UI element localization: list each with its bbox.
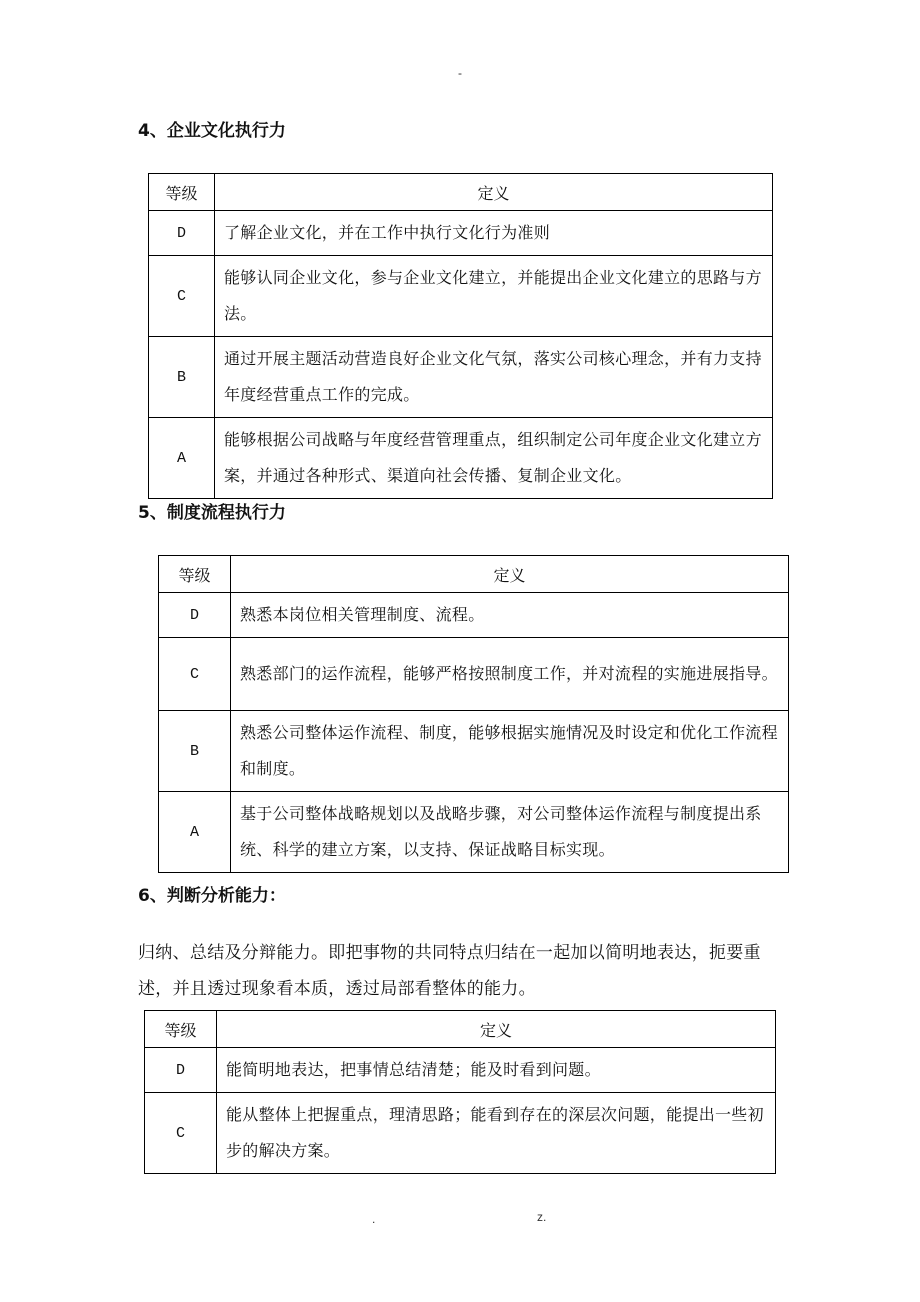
header-definition: 定义 bbox=[215, 174, 773, 211]
definition-cell: 熟悉部门的运作流程，能够严格按照制度工作，并对流程的实施进展指导。 bbox=[231, 638, 789, 711]
header-definition: 定义 bbox=[217, 1011, 776, 1048]
section-title-6: 6、判断分析能力： bbox=[138, 886, 286, 906]
table-row bbox=[149, 256, 773, 337]
section-title-5: 5、制度流程执行力 bbox=[138, 503, 286, 523]
grade-table-5 bbox=[158, 555, 789, 873]
level-cell: B bbox=[159, 711, 231, 792]
table-row bbox=[159, 711, 789, 792]
table-row bbox=[159, 792, 789, 873]
level-cell: A bbox=[149, 418, 215, 499]
level-cell: D bbox=[159, 593, 231, 638]
table-row bbox=[149, 418, 773, 499]
grade-table-4 bbox=[148, 173, 773, 499]
level-cell: C bbox=[145, 1093, 217, 1174]
header-level: 等级 bbox=[149, 174, 215, 211]
header-mark: - bbox=[458, 66, 462, 80]
table-row bbox=[145, 1048, 776, 1093]
definition-cell: 熟悉公司整体运作流程、制度，能够根据实施情况及时设定和优化工作流程和制度。 bbox=[231, 711, 789, 792]
table-row bbox=[145, 1093, 776, 1174]
table-header-row bbox=[149, 174, 773, 211]
table-header-row bbox=[159, 556, 789, 593]
definition-cell: 熟悉本岗位相关管理制度、流程。 bbox=[231, 593, 789, 638]
level-cell: D bbox=[149, 211, 215, 256]
definition-cell: 能简明地表达，把事情总结清楚；能及时看到问题。 bbox=[217, 1048, 776, 1093]
definition-cell: 基于公司整体战略规划以及战略步骤，对公司整体运作流程与制度提出系统、科学的建立方案，以支持、保证战略目标实现。 bbox=[231, 792, 789, 873]
level-cell: A bbox=[159, 792, 231, 873]
header-level: 等级 bbox=[145, 1011, 217, 1048]
table-row bbox=[159, 638, 789, 711]
level-cell: D bbox=[145, 1048, 217, 1093]
level-cell: C bbox=[159, 638, 231, 711]
section-title-4: 4、企业文化执行力 bbox=[138, 121, 286, 141]
header-level: 等级 bbox=[159, 556, 231, 593]
section-intro-6: 归纳、总结及分辩能力。即把事物的共同特点归结在一起加以简明地表达，扼要重述，并且透过现象看本质，透过局部看整体的能力。 bbox=[138, 943, 761, 999]
footer-right-mark: z. bbox=[537, 1210, 547, 1224]
header-definition: 定义 bbox=[231, 556, 789, 593]
table-row bbox=[149, 211, 773, 256]
level-cell: B bbox=[149, 337, 215, 418]
definition-cell: 能够根据公司战略与年度经营管理重点，组织制定公司年度企业文化建立方案，并通过各种形式、渠道向社会传播、复制企业文化。 bbox=[215, 418, 773, 499]
definition-cell: 通过开展主题活动营造良好企业文化气氛，落实公司核心理念，并有力支持年度经营重点工作的完成。 bbox=[215, 337, 773, 418]
grade-table-6 bbox=[144, 1010, 776, 1174]
definition-cell: 了解企业文化，并在工作中执行文化行为准则 bbox=[215, 211, 773, 256]
table-row bbox=[159, 593, 789, 638]
definition-cell: 能够认同企业文化，参与企业文化建立，并能提出企业文化建立的思路与方法。 bbox=[215, 256, 773, 337]
level-cell: C bbox=[149, 256, 215, 337]
table-header-row bbox=[145, 1011, 776, 1048]
table-row bbox=[149, 337, 773, 418]
definition-cell: 能从整体上把握重点，理清思路；能看到存在的深层次问题，能提出一些初步的解决方案。 bbox=[217, 1093, 776, 1174]
footer-left-mark: . bbox=[372, 1212, 376, 1226]
